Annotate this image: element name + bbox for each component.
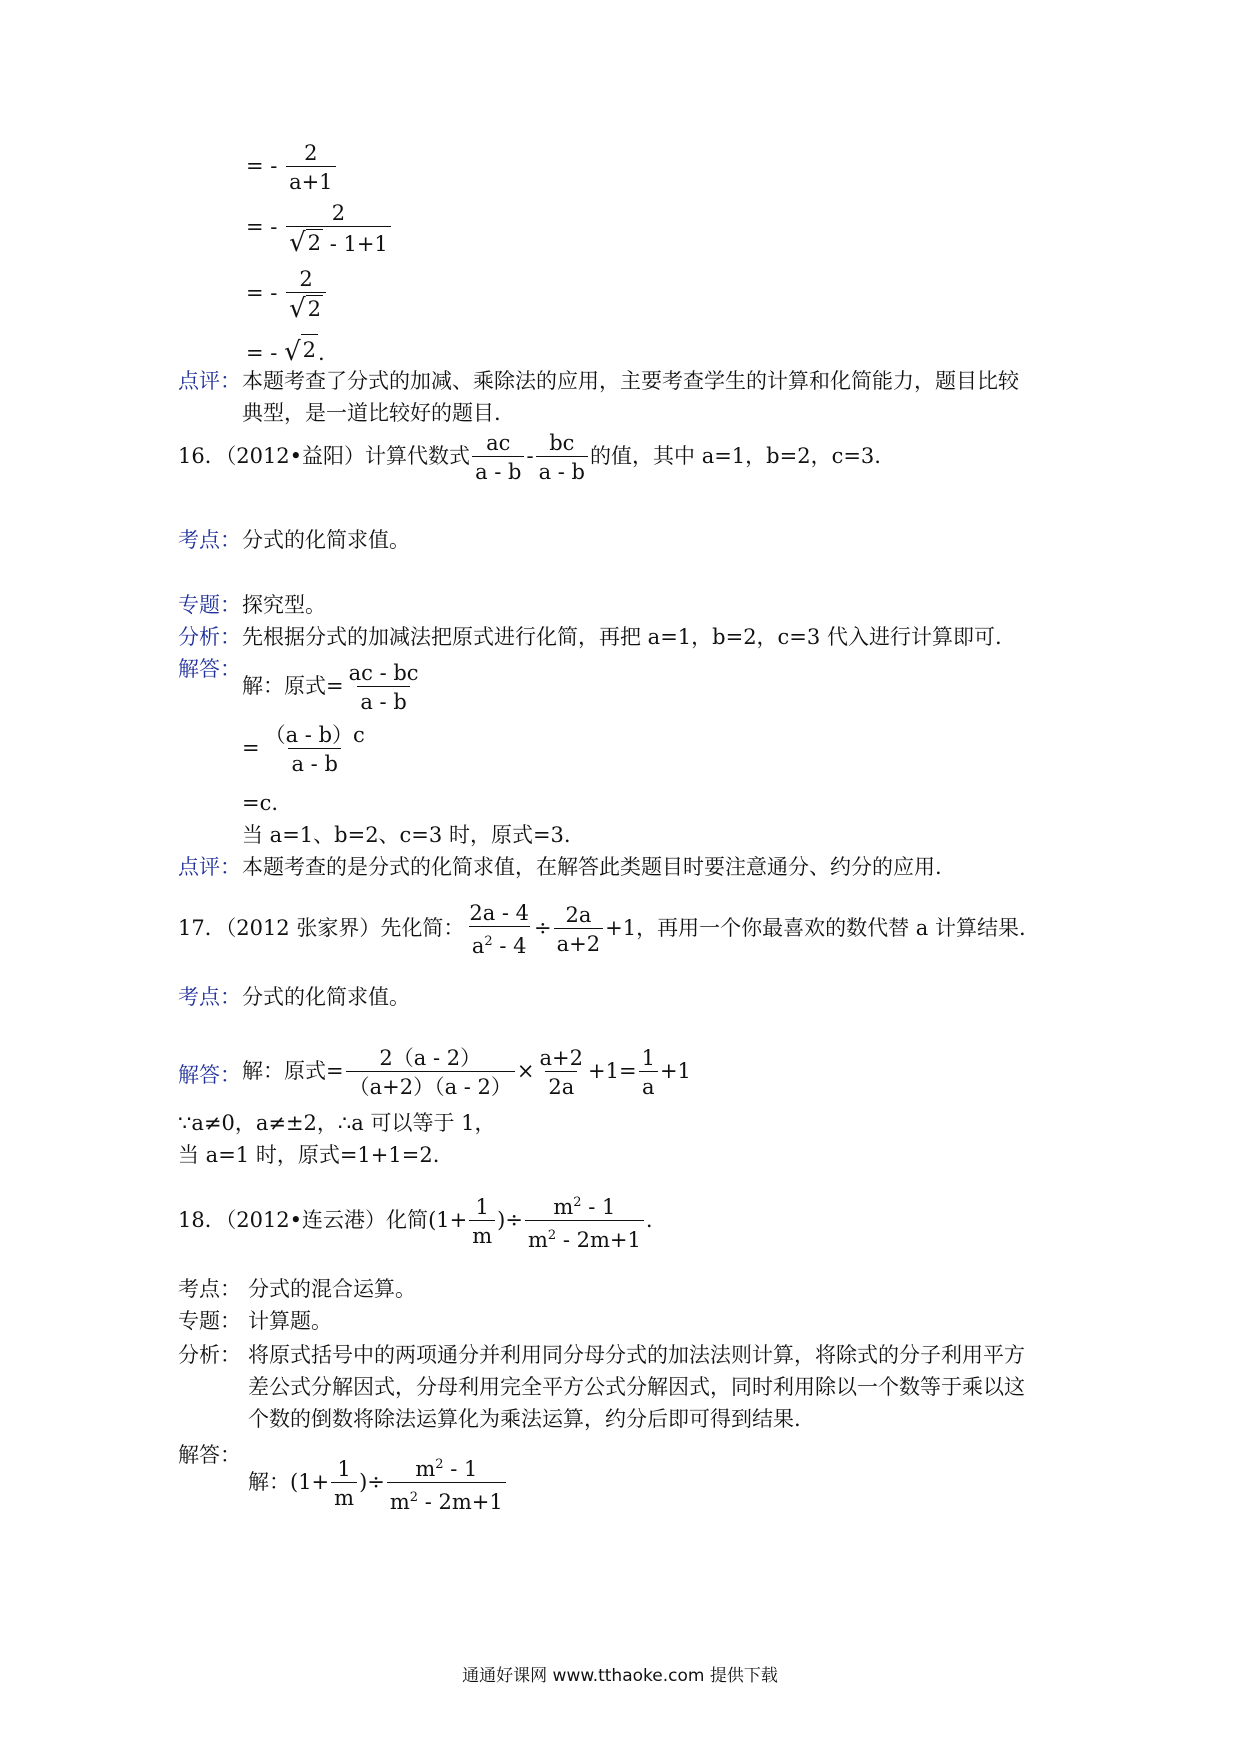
- step-line: [246, 140, 338, 195]
- question-17: [178, 900, 1026, 959]
- exponent: 2: [409, 1490, 419, 1505]
- denominator: [525, 1220, 644, 1253]
- page-footer: 通通好课网 www.tthaoke.com 提供下载: [462, 1666, 778, 1686]
- step-line: [246, 334, 325, 368]
- numerator: 2: [299, 267, 313, 291]
- fraction: [525, 1190, 644, 1253]
- fraction: [536, 430, 588, 485]
- step-line: [246, 266, 328, 323]
- fraction: [387, 1452, 506, 1515]
- denominator: [286, 292, 326, 323]
- solution-step: [242, 722, 370, 777]
- fenxi-label: 分析：: [178, 1343, 241, 1367]
- base: m: [415, 1457, 436, 1481]
- step-prefix: = -: [246, 341, 278, 365]
- numerator: 1: [337, 1457, 351, 1481]
- numerator: （a - b）c: [264, 723, 365, 747]
- exponent: 2: [547, 1228, 557, 1243]
- step-prefix: = -: [246, 154, 278, 178]
- numerator: bc: [549, 431, 575, 455]
- fraction: [554, 902, 603, 957]
- numerator: ac - bc: [348, 661, 419, 685]
- solution-step: [242, 1045, 691, 1100]
- fraction: [469, 1194, 495, 1249]
- numerator: [412, 1452, 480, 1482]
- fenxi-text: 差公式分解因式，分母利用完全平方公式分解因式，同时利用除以一个数等于乘以这: [248, 1375, 1025, 1399]
- kaodian-text: 分式的混合运算。: [248, 1277, 416, 1301]
- jieda-label: 解答：: [178, 1063, 241, 1087]
- solution-line: ∵a≠0，a≠±2，∴a 可以等于 1，: [178, 1111, 496, 1135]
- kaodian-text: 分式的化简求值。: [242, 528, 410, 552]
- kaodian-text: 分式的化简求值。: [242, 985, 410, 1009]
- sqrt-symbol: √ 2: [284, 334, 318, 365]
- denominator-rest: - 2m+1: [556, 1228, 641, 1252]
- term: .: [645, 1208, 653, 1232]
- question-intro: 18．（2012•连云港）化简: [178, 1208, 429, 1232]
- fraction: [346, 660, 422, 715]
- numerator: 1: [641, 1046, 655, 1070]
- denominator-rest: - 4: [492, 934, 527, 958]
- numerator-rest: - 1: [443, 1457, 478, 1481]
- review-text: 本题考查了分式的加减、乘除法的应用，主要考查学生的计算和化简能力，题目比较: [242, 369, 1019, 393]
- solution-step: =c.: [242, 791, 279, 815]
- step-prefix: = -: [246, 215, 278, 239]
- fenxi-text: 先根据分式的加减法把原式进行化简，再把 a=1，b=2，c=3 代入进行计算即可.: [242, 625, 1002, 649]
- numerator: 2（a - 2）: [379, 1046, 482, 1070]
- numerator: 2a - 4: [469, 901, 530, 925]
- term: +1: [605, 916, 637, 940]
- term: (1+: [428, 1208, 468, 1232]
- numerator: a+2: [539, 1046, 584, 1070]
- step-prefix: 解：: [248, 1470, 290, 1494]
- step-line: [246, 200, 393, 257]
- denominator: （a+2）（a - 2）: [346, 1071, 515, 1100]
- operator: )÷: [359, 1470, 385, 1494]
- fraction: [286, 140, 335, 195]
- denominator: a - b: [536, 456, 588, 485]
- question-intro: 16．（2012•益阳）计算代数式: [178, 444, 471, 468]
- question-18: [178, 1190, 653, 1253]
- denominator: m: [331, 1482, 357, 1511]
- dianping-label: 点评：: [178, 855, 241, 879]
- fenxi-text: 个数的倒数将除法运算化为乘法运算，约分后即可得到结果.: [248, 1407, 801, 1431]
- step-prefix: = -: [246, 281, 278, 305]
- zhuanti-text: 探究型。: [242, 593, 326, 617]
- kaodian-label: 考点：: [178, 985, 241, 1009]
- denominator: a - b: [357, 686, 409, 715]
- exponent: 2: [484, 934, 493, 949]
- denominator: a - b: [472, 456, 524, 485]
- jieda-label: 解答：: [178, 657, 241, 681]
- denominator: a+1: [286, 166, 335, 195]
- term: +1=: [588, 1059, 637, 1083]
- denominator: 2a: [545, 1071, 577, 1100]
- fraction: [286, 266, 326, 323]
- jieda-label: 解答：: [178, 1443, 241, 1467]
- numerator: 2a: [565, 903, 592, 927]
- denominator: [469, 926, 530, 959]
- fraction: [346, 1045, 515, 1100]
- fenxi-text: 将原式括号中的两项通分并利用同分母分式的加法法则计算，将除式的分子利用平方: [248, 1343, 1025, 1367]
- denominator: m: [469, 1220, 495, 1249]
- question-intro: 17．（2012 张家界）先化简：: [178, 916, 465, 940]
- operator: )÷: [497, 1208, 523, 1232]
- solution-step: [248, 1452, 508, 1515]
- zhuanti-text: 计算题。: [248, 1309, 332, 1333]
- denominator-rest: - 2m+1: [418, 1490, 503, 1514]
- fraction: [639, 1045, 658, 1100]
- numerator: ac: [486, 431, 511, 455]
- fraction: [537, 1045, 586, 1100]
- radicand: 2: [307, 231, 322, 255]
- operator: ÷: [534, 916, 552, 940]
- numerator: 1: [475, 1195, 489, 1219]
- fraction: [472, 430, 524, 485]
- step-prefix: =: [242, 736, 260, 760]
- zhuanti-label: 专题：: [178, 593, 241, 617]
- denominator: [286, 226, 391, 257]
- fraction: [286, 200, 391, 257]
- numerator: 2: [304, 141, 318, 165]
- fraction: [331, 1456, 357, 1511]
- operator: ×: [516, 1059, 535, 1083]
- denominator-rest: - 1+1: [323, 232, 388, 256]
- review-text: 典型，是一道比较好的题目.: [242, 401, 501, 425]
- question-tail: ，再用一个你最喜欢的数代替 a 计算结果.: [636, 916, 1026, 940]
- denominator: a+2: [554, 928, 603, 957]
- denominator: a: [639, 1071, 658, 1100]
- dianping-text: 本题考查的是分式的化简求值，在解答此类题目时要注意通分、约分的应用.: [242, 855, 942, 879]
- kaodian-label: 考点：: [178, 1277, 241, 1301]
- fraction: [262, 722, 368, 777]
- base: m: [553, 1195, 574, 1219]
- zhuanti-label: 专题：: [178, 1309, 241, 1333]
- numerator: 2: [331, 201, 346, 225]
- base: m: [527, 1228, 548, 1252]
- sqrt-symbol: √ 2: [289, 228, 322, 258]
- sqrt-symbol: √ 2: [289, 294, 322, 324]
- term: (1+: [290, 1470, 330, 1494]
- step-prefix: 解：原式=: [242, 674, 344, 698]
- base: a: [471, 934, 485, 958]
- solution-step: [242, 660, 424, 715]
- operator: -: [526, 444, 534, 468]
- fraction: [466, 900, 532, 959]
- step-end: .: [318, 341, 325, 365]
- radicand: 2: [307, 297, 322, 321]
- kaodian-label: 考点：: [178, 528, 241, 552]
- denominator: [387, 1482, 506, 1515]
- numerator-rest: - 1: [581, 1195, 616, 1219]
- denominator: a - b: [288, 748, 340, 777]
- exponent: 2: [435, 1457, 444, 1472]
- exponent: 2: [573, 1195, 582, 1210]
- numerator: [550, 1190, 618, 1220]
- solution-step: 当 a=1、b=2、c=3 时，原式=3.: [242, 823, 571, 847]
- question-tail: 的值，其中 a=1，b=2，c=3.: [590, 444, 881, 468]
- radicand: 2: [301, 334, 318, 365]
- review-label: 点评：: [178, 369, 241, 393]
- term: +1: [659, 1059, 691, 1083]
- fenxi-label: 分析：: [178, 625, 241, 649]
- question-16: [178, 430, 881, 485]
- solution-line: 当 a=1 时，原式=1+1=2.: [178, 1143, 440, 1167]
- step-prefix: 解：原式=: [242, 1059, 344, 1083]
- base: m: [389, 1490, 410, 1514]
